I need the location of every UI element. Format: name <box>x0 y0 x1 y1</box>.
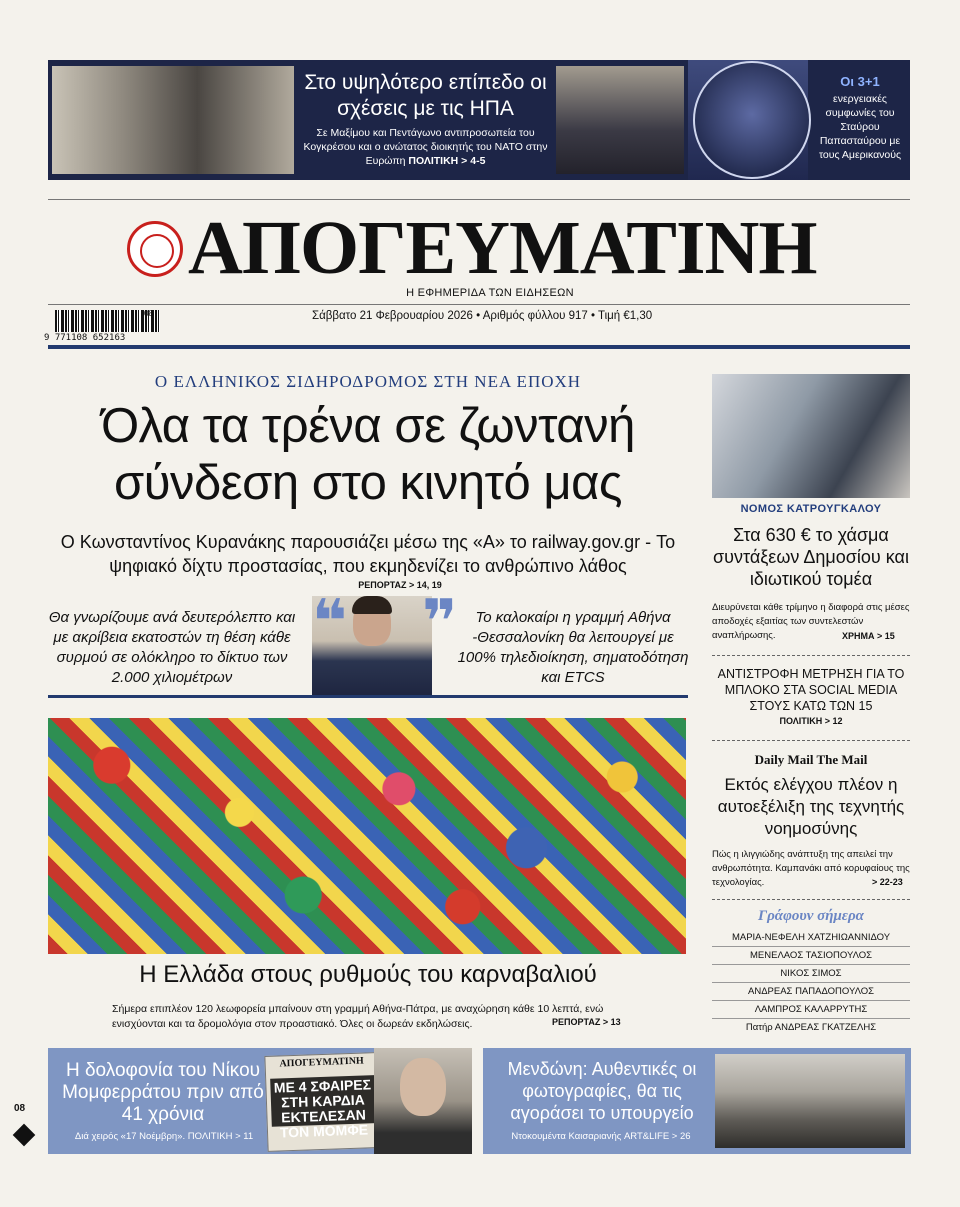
column-divider <box>712 740 910 741</box>
bottom-right-title: Μενδώνη: Αυθεντικές οι φωτογραφίες, θα τις αγοράσει το υπουργείο <box>507 1059 697 1123</box>
masthead-divider <box>48 304 910 305</box>
lead-reporter-ref[interactable]: ΡΕΠΟΡΤΑΖ > 14, 19 <box>358 580 442 590</box>
writer-name[interactable]: ΜΕΝΕΛΑΟΣ ΤΑΣΙΟΠΟΥΛΟΣ <box>712 948 910 965</box>
bottom-left-story[interactable] <box>48 1048 472 1154</box>
writer-name[interactable]: ΑΝΔΡΕΑΣ ΠΑΠΑΔΟΠΟΥΛΟΣ <box>712 984 910 1001</box>
lead-quote-right: Το καλοκαίρι η γραμμή Αθήνα -Θεσσαλονίκη θα λειτουργεί με 100% τηλεδιοίκηση, σηματοδότηση και ETCS <box>457 609 689 686</box>
top-banner[interactable] <box>48 60 910 180</box>
top-banner-body: Σε Μαξίμου και Πεντάγωνο αντιπροσωπεία του Κογκρέσου και ο ανώτατος διοικητής του ΝΑΤΟ στην Ευρώπη <box>303 127 548 167</box>
column-divider <box>712 655 910 656</box>
office-photo <box>712 374 910 498</box>
column-divider <box>712 899 910 900</box>
ai-headline[interactable]: Εκτός ελέγχου πλέον η αυτοεξέλιξη της τεχνητής νοημοσύνης <box>717 775 905 838</box>
top-banner-side-title: Οι 3+1 <box>840 74 880 89</box>
masthead-tagline: Η ΕΦΗΜΕΡΙΔΑ ΤΩΝ ΕΙΔΗΣΕΩΝ <box>406 287 574 299</box>
bottom-right-story[interactable] <box>483 1048 911 1154</box>
social-media-headline[interactable]: ΑΝΤΙΣΤΡΟΦΗ ΜΕΤΡΗΣΗ ΓΙΑ ΤΟ ΜΠΛΟΚΟ ΣΤΑ SOCIAL MEDIA ΣΤΟΥΣ ΚΑΤΩ ΤΩΝ 15 <box>717 667 905 713</box>
writer-name[interactable]: ΝΙΚΟΣ ΣΙΜΟΣ <box>712 966 910 983</box>
lead-quote-left: Θα γνωρίζουμε ανά δευτερόλεπτο και με ακρίβεια εκατοστών τη θέση κάθε συρμού σε ολόκληρο το δίκτυο των 2.000 χιλιομέτρων <box>48 609 296 686</box>
top-banner-title: Στο υψηλότερο επίπεδο οι σχέσεις με τις ΗΠΑ <box>304 71 547 120</box>
meeting-photo <box>52 66 294 174</box>
lead-headline[interactable]: Όλα τα τρένα σε ζωντανή σύνδεση στο κινητό μας <box>101 399 635 510</box>
pension-headline[interactable]: Στα 630 € το χάσμα συντάξεων Δημοσίου και ιδιωτικού τομέα <box>713 525 909 589</box>
pension-kicker: ΝΟΜΟΣ ΚΑΤΡΟΥΓΚΑΛΟΥ <box>740 503 882 515</box>
writers-title: Γράφουν σήμερα <box>758 908 864 924</box>
top-banner-text <box>303 126 548 168</box>
masthead-bar <box>48 345 910 349</box>
quote-close-icon: ❞ <box>422 587 458 657</box>
lead-kicker: Ο ΕΛΛΗΝΙΚΟΣ ΣΙΔΗΡΟΔΡΟΜΟΣ ΣΤΗ ΝΕΑ ΕΠΟΧΗ <box>154 372 582 391</box>
masthead-title[interactable]: ΑΠΟΓΕΥΜΑΤΙΝΗ <box>188 206 817 290</box>
daily-mail-logos: Daily Mail The Mail <box>754 752 868 767</box>
quote-open-icon: ❝ <box>312 587 348 657</box>
writer-name[interactable]: Πατήρ ΑΝΔΡΕΑΣ ΓΚΑΤΖΕΛΗΣ <box>745 1022 877 1033</box>
carnival-ref[interactable]: ΡΕΠΟΡΤΑΖ > 13 <box>552 1017 621 1027</box>
clipping-masthead: ΑΠΟΓΕΥΜΑΤΙΝΗ <box>279 1055 364 1070</box>
social-media-ref[interactable]: ΠΟΛΙΤΙΚΗ > 12 <box>779 716 843 726</box>
masthead-divider <box>48 199 910 200</box>
diamond-icon <box>13 1124 36 1147</box>
ai-text: Πώς η ιλιγγιώδης ανάπτυξη της απειλεί την ανθρωπότητα. Καμπανάκι από κορυφαίους της τεχνολογίας. <box>712 849 910 888</box>
barcode-number: 9 771108 652163 <box>44 333 126 343</box>
newspaper-clipping <box>264 1052 379 1152</box>
bottom-left-title: Η δολοφονία του Νίκου Μομφερράτου πριν από 41 χρόνια <box>62 1060 264 1125</box>
portrait-face <box>400 1058 446 1116</box>
carnival-text: Σήμερα επιπλέον 120 λεωφορεία μπαίνουν στη γραμμή Αθήνα-Πάτρα, με αναχώρηση κάθε 10 λεπτά, ενώ ενισχύονται και τα δρομολόγια στον προαστιακό. Όλες οι δωρεάν εκδηλώσεις. <box>112 1003 604 1030</box>
portrait-hair <box>352 596 392 614</box>
barcode-suffix: 08 <box>144 309 153 318</box>
victim-portrait <box>374 1048 472 1154</box>
top-banner-ref: ΠΟΛΙΤΙΚΗ > 4-5 <box>408 155 486 167</box>
ai-ref[interactable]: > 22-23 <box>872 877 903 887</box>
writer-name[interactable]: ΛΑΜΠΡΟΣ ΚΑΛΑΡΡΥΤΗΣ <box>712 1002 910 1019</box>
officials-photo <box>693 61 811 179</box>
lead-subhead: Ο Κωνσταντίνος Κυρανάκης παρουσιάζει μέσω της «Α» το railway.gov.gr - Το ψηφιακό δίχτυ προστασίας, που εκμηδενίζει το ανθρώπινο λάθος <box>60 532 676 576</box>
carnival-headline[interactable]: Η Ελλάδα στους ρυθμούς του καρναβαλιού <box>139 961 597 988</box>
top-banner-side-text: ενεργειακές συμφωνίες του Σταύρου Παπασταύρου με τους Αμερικανούς <box>818 93 902 161</box>
lead-divider <box>48 695 688 698</box>
clipping-headline: ΜΕ 4 ΣΦΑΙΡΕΣ ΣΤΗ ΚΑΡΔΙΑ ΕΚΤΕΛΕΣΑΝ ΤΟΝ ΜΟΜΦΕ <box>270 1075 376 1127</box>
guard-photo <box>556 66 684 174</box>
pension-ref[interactable]: ΧΡΗΜΑ > 15 <box>842 631 895 641</box>
historic-photo <box>715 1054 905 1148</box>
newspaper-emblem-icon <box>127 221 183 277</box>
pension-text: Διευρύνεται κάθε τρίμηνο η διαφορά στις μέσες αποδοχές εξαιτίας των συντελεστών αναπλήρωσης. <box>712 602 910 641</box>
page-number: 08 <box>14 1103 26 1114</box>
writer-name[interactable]: ΜΑΡΙΑ-ΝΕΦΕΛΗ ΧΑΤΖΗΙΩΑΝΝΙΔΟΥ <box>712 930 910 947</box>
issue-info: Σάββατο 21 Φεβρουαρίου 2026 • Αριθμός φύλλου 917 • Τιμή €1,30 <box>312 310 653 322</box>
bottom-right-ref: Ντοκουμέντα Καισαριανής ART&LIFE > 26 <box>511 1131 691 1142</box>
bottom-left-ref: Διά χειρός «17 Νοέμβρη». ΠΟΛΙΤΙΚΗ > 11 <box>74 1131 254 1142</box>
carnival-photo <box>48 718 686 954</box>
